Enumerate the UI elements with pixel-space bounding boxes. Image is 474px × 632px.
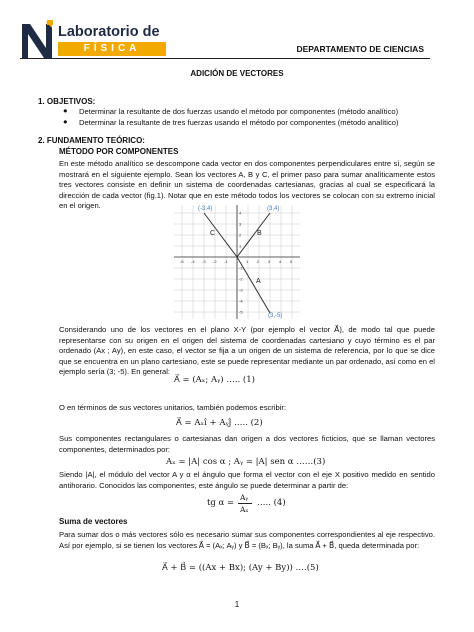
sum-subheading: Suma de vectores bbox=[59, 517, 128, 526]
x-tick-label: 3 bbox=[268, 259, 271, 264]
paragraph-2: Considerando uno de los vectores en el plano X-Y (por ejemplo el vector A⃗), de modo tal que puede representarse con su origen en el origen del sistema de coordenadas cartesiano y cuyo término es el par ordenado (Ax ; Ay), en este caso, el vector se fija a un origen de un sistema de referencia, por lo que se dice que se encuentra en un plano cartesiano, este se puede representar mediante un par ordenado, así como en el ejemplo sería (3; -5). En general: bbox=[59, 325, 435, 376]
x-tick-label: -1 bbox=[224, 259, 228, 264]
logo-subtitle: FÍSICA bbox=[58, 42, 166, 56]
x-tick-label: 2 bbox=[257, 259, 260, 264]
bullet-icon: ● bbox=[63, 117, 68, 126]
x-tick-label: 4 bbox=[279, 259, 282, 264]
paragraph-5: Siendo |A|, el módulo del vector A y α el ángulo que forma el vector con el eje X positivo medido en sentido antihorario. Conocidos las componentes, este ángulo se puede determinar a partir de: bbox=[59, 470, 435, 490]
equation-4-numerator: Aᵧ bbox=[240, 493, 249, 502]
x-tick-label: -5 bbox=[180, 259, 184, 264]
objective-1: Determinar la resultante de dos fuerzas usando el método por componentes (método analítico) bbox=[79, 107, 399, 116]
x-tick-label: -3 bbox=[202, 259, 206, 264]
point-c-label: (-3,4) bbox=[198, 206, 213, 212]
page-number: 1 bbox=[234, 600, 240, 609]
logo-mark-icon bbox=[20, 20, 60, 60]
vector-a-label: A bbox=[256, 278, 261, 285]
y-tick-label: 3 bbox=[239, 221, 242, 227]
equation-4-denominator: Aₓ bbox=[240, 505, 249, 514]
equation-5: A⃗ + B⃗ = ((Ax + Bx); (Ay + By)) ….(5) bbox=[162, 563, 319, 573]
section1-heading: 1. OBJETIVOS: bbox=[38, 97, 96, 106]
y-tick-label: 1 bbox=[239, 243, 242, 249]
x-tick-label: -2 bbox=[213, 259, 217, 264]
vector-a bbox=[237, 257, 270, 313]
paragraph-1: En este método analítico se descompone cada vector en dos componentes perpendiculares entre sí, según se mostrará en el siguiente ejemplo. Sean los vectores A, B y C, el primer paso para sumar analíticamente estos tres vectores consiste en definir un sistema de coordenadas cartesianas, gracias al cual se especificará la dirección de cada vector (fig.1). Notar que en este método todos los vectores se colocan con su extremo inicial en el origen. bbox=[59, 159, 435, 210]
y-tick-label: -1 bbox=[239, 265, 243, 271]
point-a-label: (3,-5) bbox=[268, 313, 283, 319]
vector-graph bbox=[170, 203, 304, 321]
equation-3: Aₓ = |A| cos α ; Aᵧ = |A| sen α ……(3) bbox=[166, 457, 326, 467]
y-tick-label: -2 bbox=[239, 276, 243, 282]
paragraph-3: O en términos de sus vectores unitarios, también podemos escribir: bbox=[59, 403, 287, 412]
equation-1: A⃗ = (Aₓ; Aᵧ) ….. (1) bbox=[174, 375, 255, 385]
x-tick-label: -4 bbox=[191, 259, 195, 264]
header-divider bbox=[20, 58, 430, 59]
equation-2: A⃗ = Aₓî + Aᵧĵ ….. (2) bbox=[176, 418, 263, 428]
bullet-icon: ● bbox=[63, 106, 68, 115]
y-tick-label: 2 bbox=[239, 232, 242, 238]
paragraph-6: Para sumar dos o más vectores sólo es necesario sumar sus componentes correspondientes al eje respectivo. Así por ejemplo, si se tienen los vectores A⃗ = (Aₓ; Aᵧ) y B⃗ = (Bₓ; Bᵧ), la suma A⃗ + B⃗, queda determinada por: bbox=[59, 530, 435, 550]
section2-heading: 2. FUNDAMENTO TEÓRICO: bbox=[38, 136, 145, 145]
x-tick-label: 5 bbox=[290, 259, 293, 264]
point-b-label: (3,4) bbox=[267, 206, 280, 212]
fraction-bar bbox=[238, 503, 252, 504]
y-tick-label: 4 bbox=[239, 210, 242, 216]
x-tick-label: 1 bbox=[246, 259, 249, 264]
vector-c-label: C bbox=[210, 230, 216, 237]
y-tick-label: -5 bbox=[239, 309, 243, 315]
y-tick-label: -3 bbox=[239, 287, 243, 293]
logo-title: Laboratorio de bbox=[58, 24, 160, 40]
objective-2: Determinar la resultante de tres fuerzas usando el método por componentes (método analítico) bbox=[79, 118, 399, 127]
equation-4-lhs: tg α = bbox=[207, 498, 235, 508]
department-label: DEPARTAMENTO DE CIENCIAS bbox=[296, 44, 424, 54]
page-title: ADICIÓN DE VECTORES bbox=[190, 69, 284, 78]
vector-b-label: B bbox=[257, 230, 262, 237]
paragraph-4: Sus componentes rectangulares o cartesianas dan origen a dos vectores ficticios, que se llaman vectores componentes, determinados por: bbox=[59, 434, 435, 454]
method-subheading: MÉTODO POR COMPONENTES bbox=[59, 147, 179, 156]
equation-4-tag: ….. (4) bbox=[257, 498, 286, 508]
y-tick-label: -4 bbox=[239, 298, 243, 304]
